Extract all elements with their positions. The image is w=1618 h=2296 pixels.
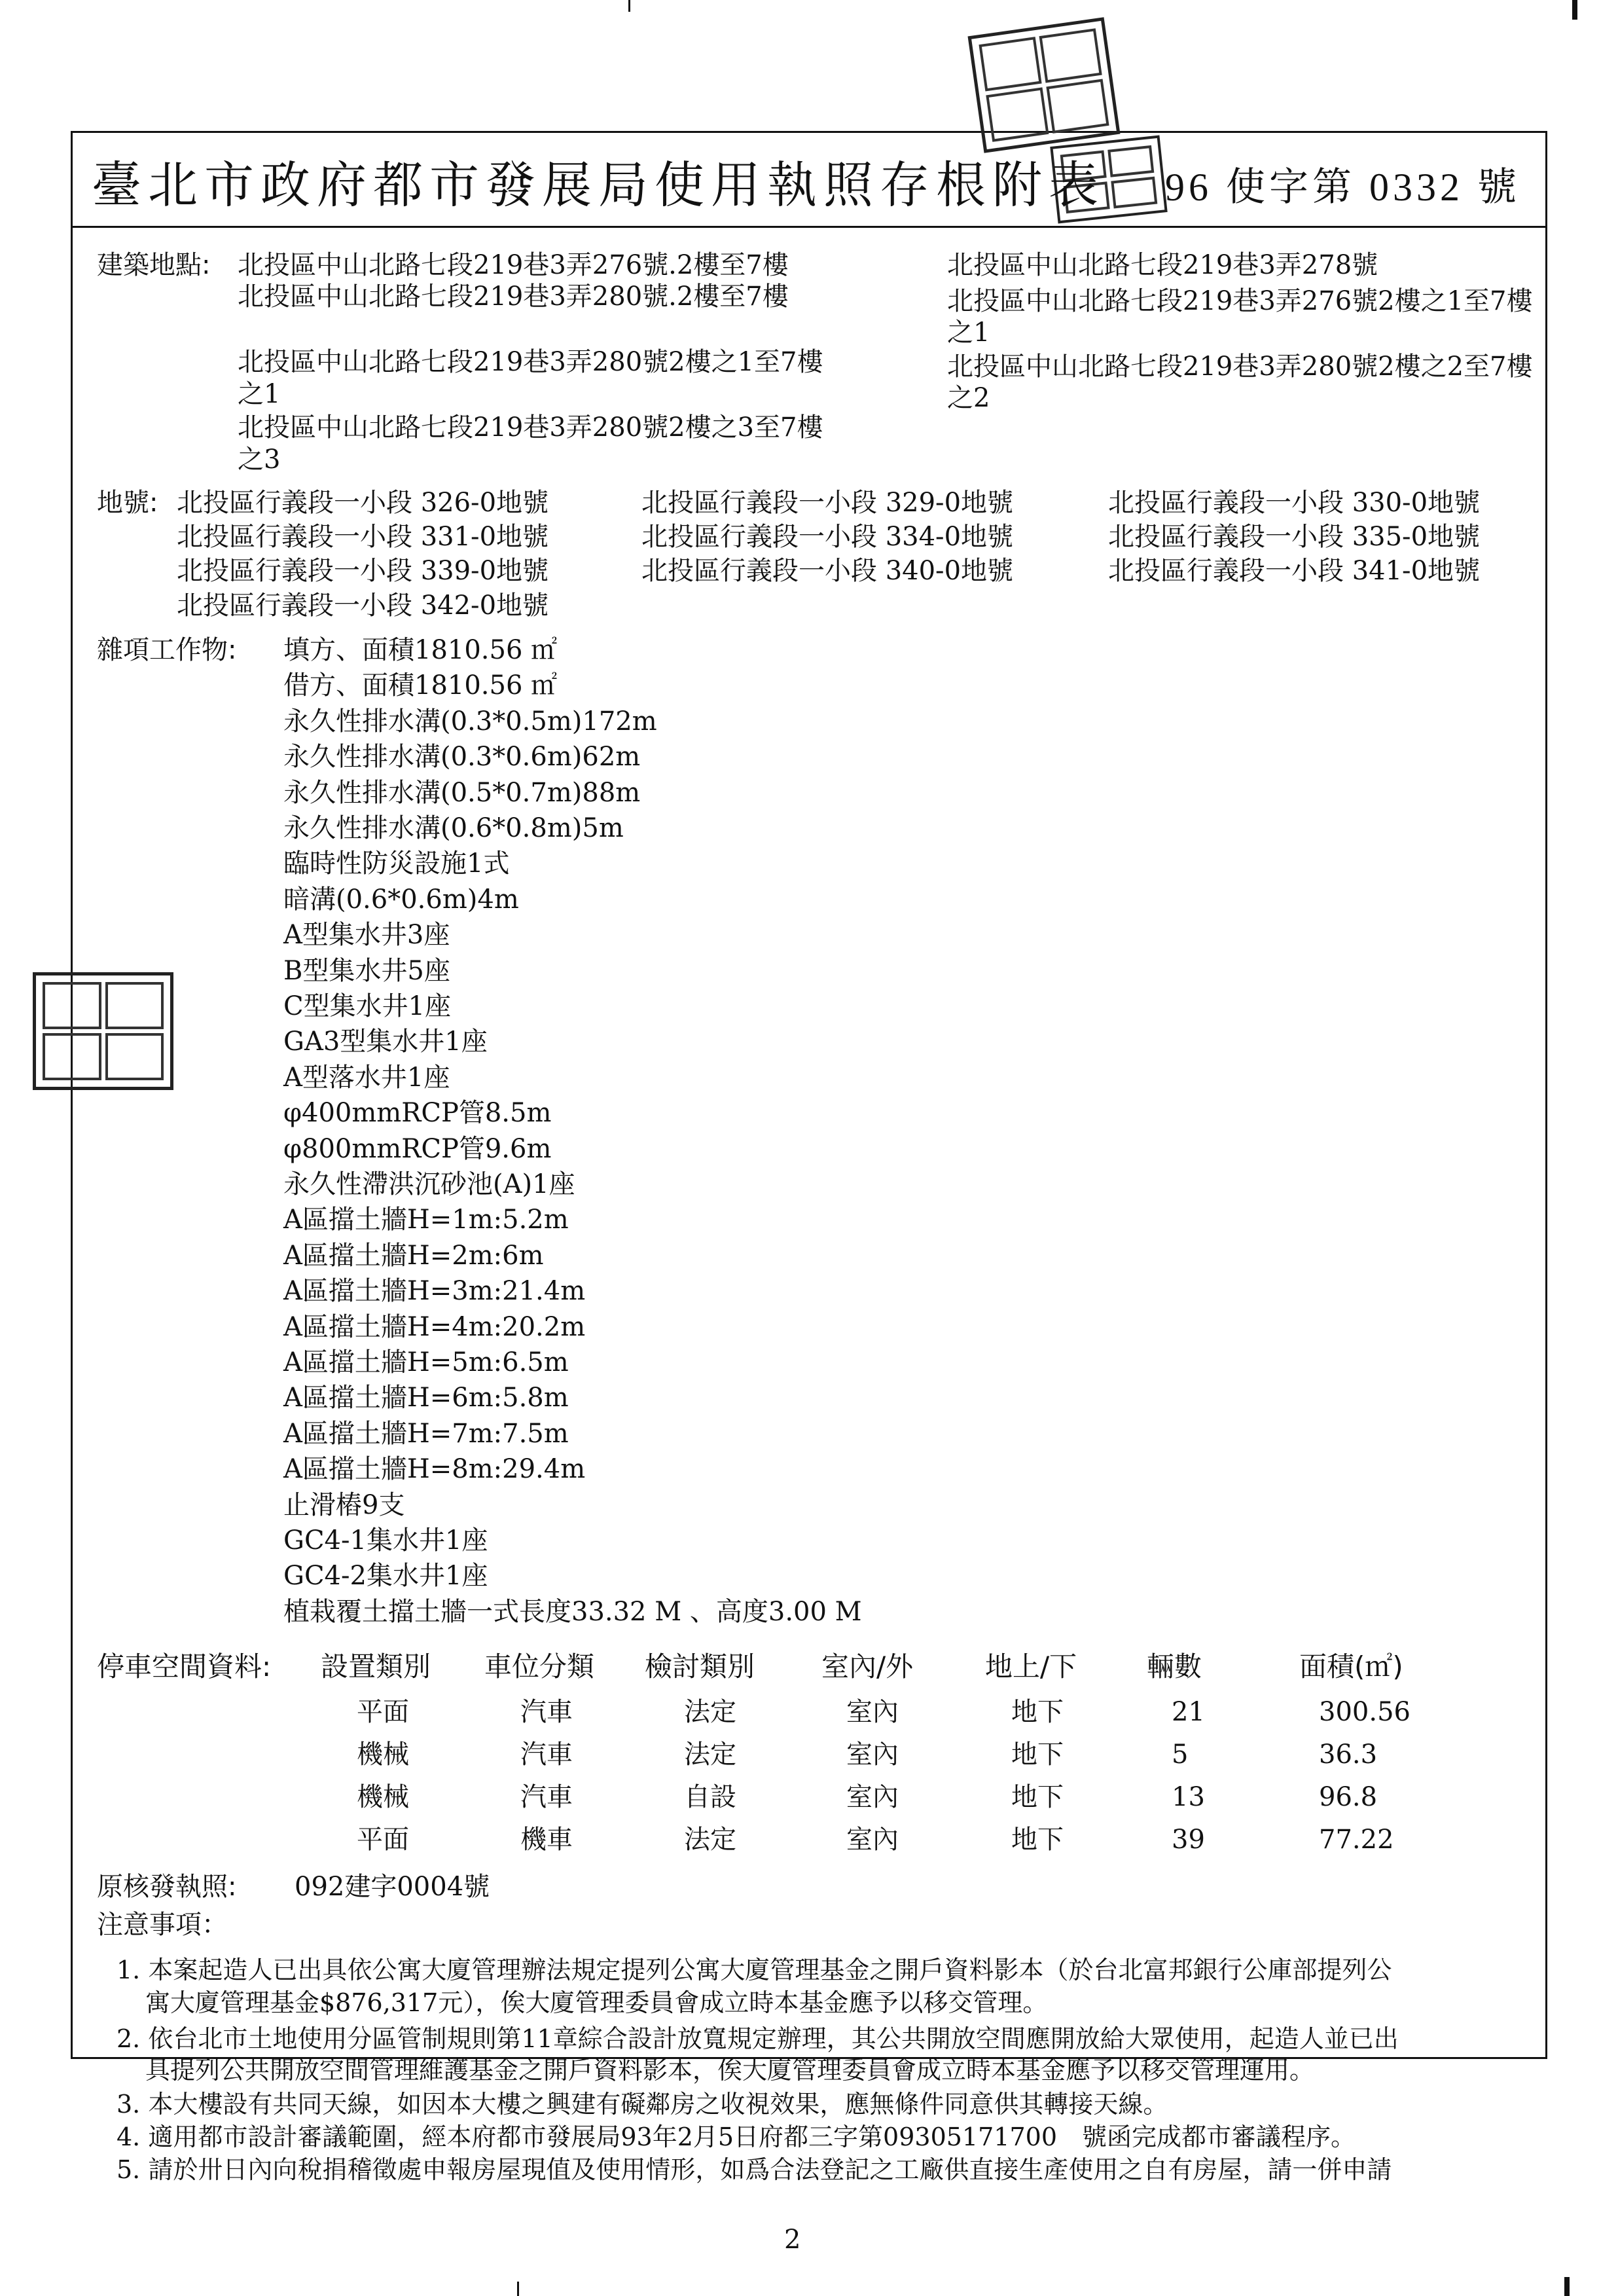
note-line: 1. 本案起造人已出具依公寓大廈管理辦法規定提列公寓大廈管理基金之開戶資料影本（於台北富邦銀行公庫部提列公 [117,1956,1392,1984]
parking-cell: 汽車 [520,1740,573,1770]
parking-cell: 自設 [684,1782,736,1812]
parking-cell: 法定 [684,1740,736,1770]
scan-mark [1572,0,1577,20]
misc-item: 暗溝(0.6*0.6m)4m [283,884,519,915]
page-number: 2 [784,2225,801,2255]
note-line: 寓大廈管理基金$876,317元），俟大廈管理委員會成立時本基金應予以移交管理。 [145,1988,1048,2017]
misc-item: C型集水井1座 [283,991,452,1021]
misc-item: A區擋土牆H=7m:7.5m [283,1419,569,1449]
parking-cell: 地下 [1011,1825,1064,1855]
site-left-line: 北投區中山北路七段219巷3弄280號2樓之1至7樓 [238,347,823,377]
parking-cell: 平面 [357,1825,409,1855]
note-line: 5. 請於卅日內向稅捐稽徵處申報房屋現值及使用情形，如爲合法登記之工廠供直接生產使用之自有房屋，請一併申請 [117,2155,1392,2184]
misc-item: φ800mmRCP管9.6m [283,1134,552,1164]
parking-cell: 室內 [846,1740,899,1770]
parking-cell: 機械 [357,1782,409,1812]
note-line: 具提列公共開放空間管理維護基金之開戶資料影本，俟大廈管理委員會成立時本基金應予以移交管理運用。 [145,2056,1315,2085]
site-right-line: 之1 [947,318,990,348]
parking-cell: 法定 [684,1825,736,1855]
parking-cell: 地下 [1011,1740,1064,1770]
original-permit-value: 092建字0004號 [295,1872,490,1902]
note-line: 4. 適用都市設計審議範圍，經本府都市發展局93年2月5日府都三字第09305171700 號函完成都市審議程序。 [117,2123,1356,2151]
permit-number: 96 使字第 0332 號 [1165,166,1520,209]
seal-stamp-left [33,972,173,1090]
lot-item: 北投區行義段一小段 342-0地號 [177,591,549,621]
parking-cell: 法定 [684,1697,736,1727]
parking-header-cell: 地上/下 [985,1650,1077,1683]
lot-item: 北投區行義段一小段 335-0地號 [1108,522,1481,552]
parking-label: 停車空間資料: [97,1650,272,1683]
misc-item: A區擋土牆H=8m:29.4m [283,1454,586,1484]
site-left-line: 之3 [238,445,281,475]
misc-item: A區擋土牆H=2m:6m [283,1241,544,1271]
misc-item: 永久性排水溝(0.6*0.8m)5m [283,813,624,843]
parking-header-cell: 檢討類別 [645,1650,755,1683]
note-line: 3. 本大樓設有共同天線，如因本大樓之興建有礙鄰房之收視效果，應無條件同意供其轉接天線。 [117,2090,1168,2119]
scan-mark [517,2282,519,2296]
misc-item: A區擋土牆H=4m:20.2m [283,1312,586,1342]
misc-item: GC4-2集水井1座 [283,1561,488,1591]
parking-cell: 室內 [846,1697,899,1727]
lot-item: 北投區行義段一小段 334-0地號 [641,522,1014,552]
parking-cell: 室內 [846,1825,899,1855]
misc-item: A型落水井1座 [283,1063,450,1093]
parking-cell: 平面 [357,1697,409,1727]
site-right-line: 北投區中山北路七段219巷3弄276號2樓之1至7樓 [947,286,1533,316]
lot-item: 北投區行義段一小段 329-0地號 [641,488,1014,518]
misc-item: GA3型集水井1座 [283,1027,488,1057]
misc-item: A型集水井3座 [283,920,450,950]
parking-cell: 汽車 [520,1697,573,1727]
site-left-line: 北投區中山北路七段219巷3弄280號2樓之3至7樓 [238,412,823,443]
misc-item: 填方、面積1810.56 ㎡ [283,635,558,665]
site-right-line: 之2 [947,383,990,413]
parking-cell: 77.22 [1319,1825,1394,1855]
parking-header-cell: 面積(㎡) [1299,1650,1403,1683]
parking-cell: 300.56 [1319,1697,1411,1727]
site-label: 建築地點: [97,250,211,280]
misc-item: 永久性排水溝(0.3*0.6m)62m [283,742,641,772]
lot-item: 北投區行義段一小段 340-0地號 [641,556,1014,586]
misc-item: 永久性滯洪沉砂池(A)1座 [283,1169,575,1199]
scan-mark [1564,2277,1570,2296]
lot-item: 北投區行義段一小段 331-0地號 [177,522,549,552]
scan-mark [628,0,630,12]
parking-cell: 21 [1172,1697,1205,1727]
misc-item: 止滑樁9支 [283,1490,405,1520]
misc-item: 植栽覆土擋土牆一式長度33.32 M 、高度3.00 M [283,1597,862,1627]
parking-cell: 室內 [846,1782,899,1812]
parking-cell: 汽車 [520,1782,573,1812]
misc-item: A區擋土牆H=3m:21.4m [283,1276,586,1306]
parking-header-cell: 車位分類 [484,1650,595,1683]
misc-item: A區擋土牆H=6m:5.8m [283,1383,569,1413]
site-right-line: 北投區中山北路七段219巷3弄280號2樓之2至7樓 [947,352,1533,382]
misc-item: B型集水井5座 [283,956,450,986]
lot-item: 北投區行義段一小段 341-0地號 [1108,556,1481,586]
misc-item: A區擋土牆H=1m:5.2m [283,1205,569,1235]
misc-item: A區擋土牆H=5m:6.5m [283,1347,569,1377]
misc-item: 臨時性防災設施1式 [283,848,510,879]
misc-item: GC4-1集水井1座 [283,1525,488,1556]
parking-header-cell: 室內/外 [821,1650,914,1683]
title-divider [71,226,1547,228]
site-left-line: 北投區中山北路七段219巷3弄276號.2樓至7樓 [238,250,789,280]
parking-cell: 96.8 [1319,1782,1378,1812]
misc-item: 永久性排水溝(0.5*0.7m)88m [283,778,641,808]
parking-cell: 39 [1172,1825,1205,1855]
site-left-line: 之1 [238,379,281,409]
site-left-line: 北投區中山北路七段219巷3弄280號.2樓至7樓 [238,282,789,312]
site-right-line: 北投區中山北路七段219巷3弄278號 [947,250,1378,280]
lot-item: 北投區行義段一小段 330-0地號 [1108,488,1481,518]
parking-cell: 5 [1172,1740,1189,1770]
lots-label: 地號: [97,488,158,518]
notes-label: 注意事項： [97,1910,228,1940]
parking-cell: 36.3 [1319,1740,1378,1770]
original-permit-label: 原核發執照: [97,1872,237,1902]
misc-label: 雜項工作物: [97,635,237,665]
seal-stamp-top [967,17,1120,153]
page-title: 臺北市政府都市發展局使用執照存根附表 [92,156,1105,214]
parking-cell: 機車 [520,1825,573,1855]
misc-item: 借方、面積1810.56 ㎡ [283,670,558,701]
parking-cell: 機械 [357,1740,409,1770]
parking-header-cell: 設置類別 [321,1650,431,1683]
misc-item: φ400mmRCP管8.5m [283,1098,552,1128]
parking-cell: 地下 [1011,1697,1064,1727]
note-line: 2. 依台北市土地使用分區管制規則第11章綜合設計放寬規定辦理，其公共開放空間應開放給大眾使用，起造人並已出 [117,2024,1399,2053]
misc-item: 永久性排水溝(0.3*0.5m)172m [283,706,657,737]
lot-item: 北投區行義段一小段 326-0地號 [177,488,549,518]
parking-cell: 13 [1172,1782,1205,1812]
lot-item: 北投區行義段一小段 339-0地號 [177,556,549,586]
parking-header-cell: 輛數 [1147,1650,1202,1683]
parking-cell: 地下 [1011,1782,1064,1812]
